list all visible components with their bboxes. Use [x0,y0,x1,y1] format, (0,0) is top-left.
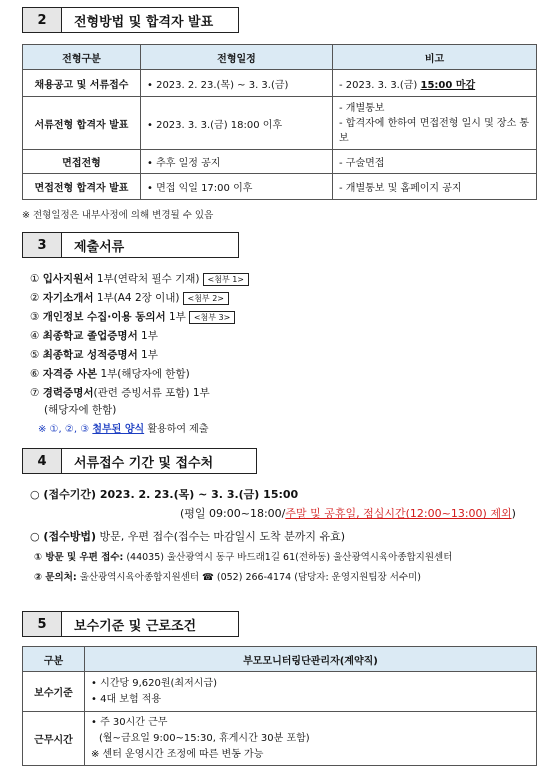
document-item [30,271,249,286]
address-value: (44035) 울산광역시 동구 바드래1길 61(전하동) 울산광역시육아종합지원센터 [123,552,453,563]
remark-text: - 2023. 3. 3.(금) [339,79,421,91]
mail-address [34,549,452,563]
work-item: (월~금요일 9:00~15:30, 휴게시간 30분 포함) [99,732,310,744]
application-method [30,528,345,544]
item-name: 자격증 사본 [42,368,98,380]
section-number: 3 [22,232,62,258]
header-schedule: 전형일정 [141,45,333,70]
row-schedule: • 면접 익일 17:00 이후 [141,174,333,200]
hours-text: (평일 09:00~18:00/ [180,507,286,520]
row-remark [333,97,537,150]
contact-info [34,569,421,583]
note-text: 활용하여 제출 [144,424,209,435]
document-item [30,309,235,324]
period-value: 2023. 2. 23.(목) ~ 3. 3.(금) 15:00 [99,488,299,501]
item-detail: 1부(연락처 필수 기재) [93,273,200,285]
compensation-table [22,646,537,766]
header-category: 전형구분 [23,45,141,70]
header-category: 구분 [23,647,85,672]
work-item-note: ※ 센터 운영시간 조정에 따른 변동 가능 [91,748,264,760]
row-schedule: • 추후 일정 공지 [141,150,333,174]
work-hours-details [85,712,537,766]
document-item-continued: (해당자에 한함) [44,404,117,416]
section-5-header [22,611,239,637]
remark-line: - 합격자에 한하여 면접전형 일시 및 장소 통보 [339,117,530,144]
item-name: 최종학교 졸업증명서 [42,330,138,342]
row-label: 서류전형 합격자 발표 [23,97,141,150]
attached-form-link[interactable]: 첨부된 양식 [92,424,145,435]
document-item [30,347,158,362]
item-name: 경력증명서 [42,387,94,399]
section-title: 제출서류 [62,232,239,258]
attachment-badge: <첨부 1> [203,273,250,286]
item-number: ④ [30,330,40,342]
header-remark: 비고 [333,45,537,70]
item-detail: 1부(해당자에 한함) [97,368,190,380]
section-title: 서류접수 기간 및 접수처 [62,448,257,474]
item-number: ② [30,292,40,304]
item-detail: 1부 [137,330,158,342]
section-3-header [22,232,239,258]
section-title: 보수기준 및 근로조건 [62,611,239,637]
remark-line: - 개별통보 [339,102,385,114]
section-4-header [22,448,257,474]
attachment-badge: <첨부 2> [183,292,230,305]
item-name: 입사지원서 [42,273,94,285]
contact-label: ② 문의처: [34,572,77,583]
document-item [30,366,190,381]
address-label: ① 방문 및 우편 접수: [34,552,124,563]
attachment-badge: <첨부 3> [189,311,236,324]
item-number: ⑦ [30,387,40,399]
item-detail: 1부 [165,311,186,323]
section-number: 5 [22,611,62,637]
method-label: ○ (접수방법) [30,530,96,543]
section-2-header [22,7,239,33]
item-name: 자기소개서 [42,292,94,304]
pay-label: 보수기준 [23,672,85,712]
work-item: • 주 30시간 근무 [91,716,168,728]
item-number: ① [30,273,40,285]
row-remark: - 개별통보 및 홈페이지 공지 [333,174,537,200]
header-position: 부모모니터링단관리자(계약직) [85,647,537,672]
pay-item: • 4대 보험 적용 [91,693,162,705]
item-detail: 1부(A4 2장 이내) [93,292,180,304]
row-label: 채용공고 및 서류접수 [23,70,141,97]
row-schedule: • 2023. 2. 23.(목) ~ 3. 3.(금) [141,70,333,97]
section-number: 4 [22,448,62,474]
document-item [30,328,158,343]
row-label: 면접전형 합격자 발표 [23,174,141,200]
period-label: ○ (접수기간) [30,488,100,501]
pay-item: • 시간당 9,620원(최저시급) [91,677,217,689]
application-period [30,486,298,502]
document-item [30,385,210,400]
item-detail: (관련 증빙서류 포함) 1부 [93,387,210,399]
item-number: ⑥ [30,368,40,380]
item-detail: 1부 [137,349,158,361]
hours-exception: 주말 및 공휴일, 점심시간(12:00~13:00) 제외 [285,507,512,520]
attachment-note [38,420,208,435]
work-hours-label: 근무시간 [23,712,85,766]
item-number: ③ [30,311,40,323]
deadline-text: 15:00 마감 [420,79,476,91]
row-remark: - 구술면접 [333,150,537,174]
office-hours [180,505,516,521]
schedule-note: ※ 전형일정은 내부사정에 의해 변경될 수 있음 [22,210,214,221]
hours-text: ) [511,507,516,520]
section-number: 2 [22,7,62,33]
document-item [30,290,229,305]
row-label: 면접전형 [23,150,141,174]
note-text: ※ ①, ②, ③ [38,424,93,435]
item-name: 최종학교 성적증명서 [42,349,138,361]
pay-details [85,672,537,712]
section-title: 전형방법 및 합격자 발표 [62,7,239,33]
contact-value: 울산광역시육아종합지원센터 ☎ (052) 266-4174 (담당자: 운영지원팀장 서수미) [76,572,421,583]
row-remark [333,70,537,97]
method-value: 방문, 우편 접수(접수는 마감일시 도착 분까지 유효) [96,530,346,543]
item-name: 개인정보 수집·이용 동의서 [42,311,166,323]
item-number: ⑤ [30,349,40,361]
row-schedule: • 2023. 3. 3.(금) 18:00 이후 [141,97,333,150]
schedule-table [22,44,537,200]
